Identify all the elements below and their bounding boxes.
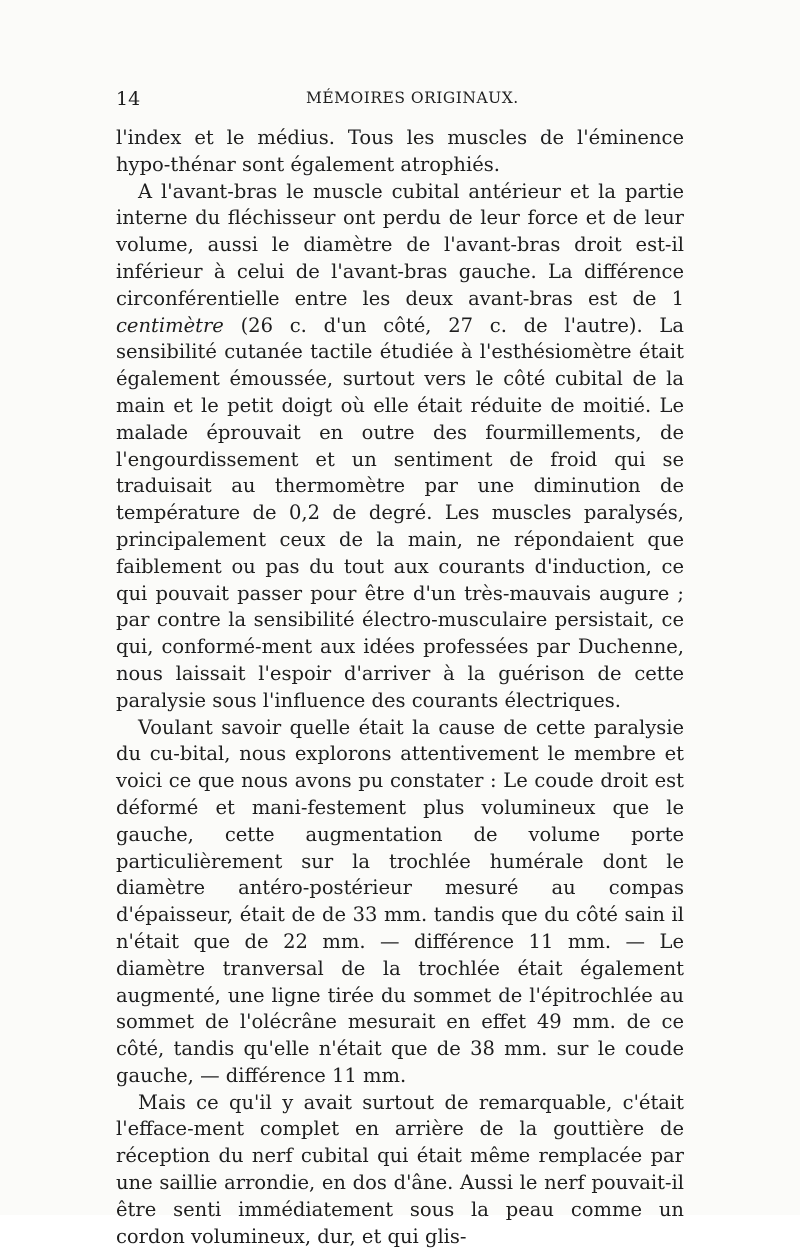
paragraph-3: Voulant savoir quelle était la cause de cette paralysie du cu-bital, nous explorons attentivement le membre et voici ce que nous avons pu constater : Le coude droit est déformé et mani-festement plus volumineux que le gauche, cette augmentation de volume porte particulièrement sur la trochlée humérale dont le diamètre antéro-postérieur mesuré au compas d'épaisseur, était de de 33 mm. tandis que du côté sain il n'était que de 22 mm. — différence 11 mm. — Le diamètre tranversal de la trochlée était également augmenté, une ligne tirée du sommet de l'épitrochlée au sommet de l'olécrâne mesurait en effet 49 mm. de ce côté, tandis qu'elle n'était que de 38 mm. sur le coude gauche, — différence 11 mm. [116,715,684,1087]
paragraph-2-part-1: A l'avant-bras le muscle cubital antérieur et la partie interne du fléchisseur ont perdu de leur force et de leur volume, aussi le diamètre de l'avant-bras droit est-il inférieur à celui de l'avant-bras gauche. La différence circonférentielle entre les deux avant-bras est de 1 [116,179,684,310]
running-header [116,88,684,114]
body-text [116,125,684,1250]
page-number: 14 [116,88,141,110]
paragraph-2-part-2: (26 c. d'un côté, 27 c. de l'autre). La sensibilité cutanée tactile étudiée à l'esthésiomètre était également émoussée, surtout vers le côté cubital de la main et le petit doigt où elle était réduite de moitié. Le malade éprouvait en outre des fourmillements, de l'engourdissement et un sentiment de froid qui se traduisait au thermomètre par une diminution de température de 0,2 de degré. Les muscles paralysés, principalement ceux de la main, ne répondaient que faiblement ou pas du tout aux courants d'induction, ce qui pouvait passer pour être d'un très-mauvais augure ; par contre la sensibilité électro-musculaire persistait, ce qui, conformé-ment aux idées professées par Duchenne, nous laissait l'espoir d'arriver à la guérison de cette paralysie sous l'influence des courants électriques. [116,313,684,712]
italic-term: centimètre [116,313,224,337]
paragraph-2 [116,179,684,715]
paragraph-1: l'index et le médius. Tous les muscles de l'éminence hypo-thénar sont également atrophiés. [116,126,684,176]
paragraph-4: Mais ce qu'il y avait surtout de remarquable, c'était l'efface-ment complet en arrière de la gouttière de réception du nerf cubital qui était même remplacée par une saillie arrondie, en dos d'âne. Aussi le nerf pouvait-il être senti immédiatement sous la peau comme un cordon volumineux, dur, et qui glis- [116,1090,684,1248]
running-header-title: MÉMOIRES ORIGINAUX. [306,89,519,107]
